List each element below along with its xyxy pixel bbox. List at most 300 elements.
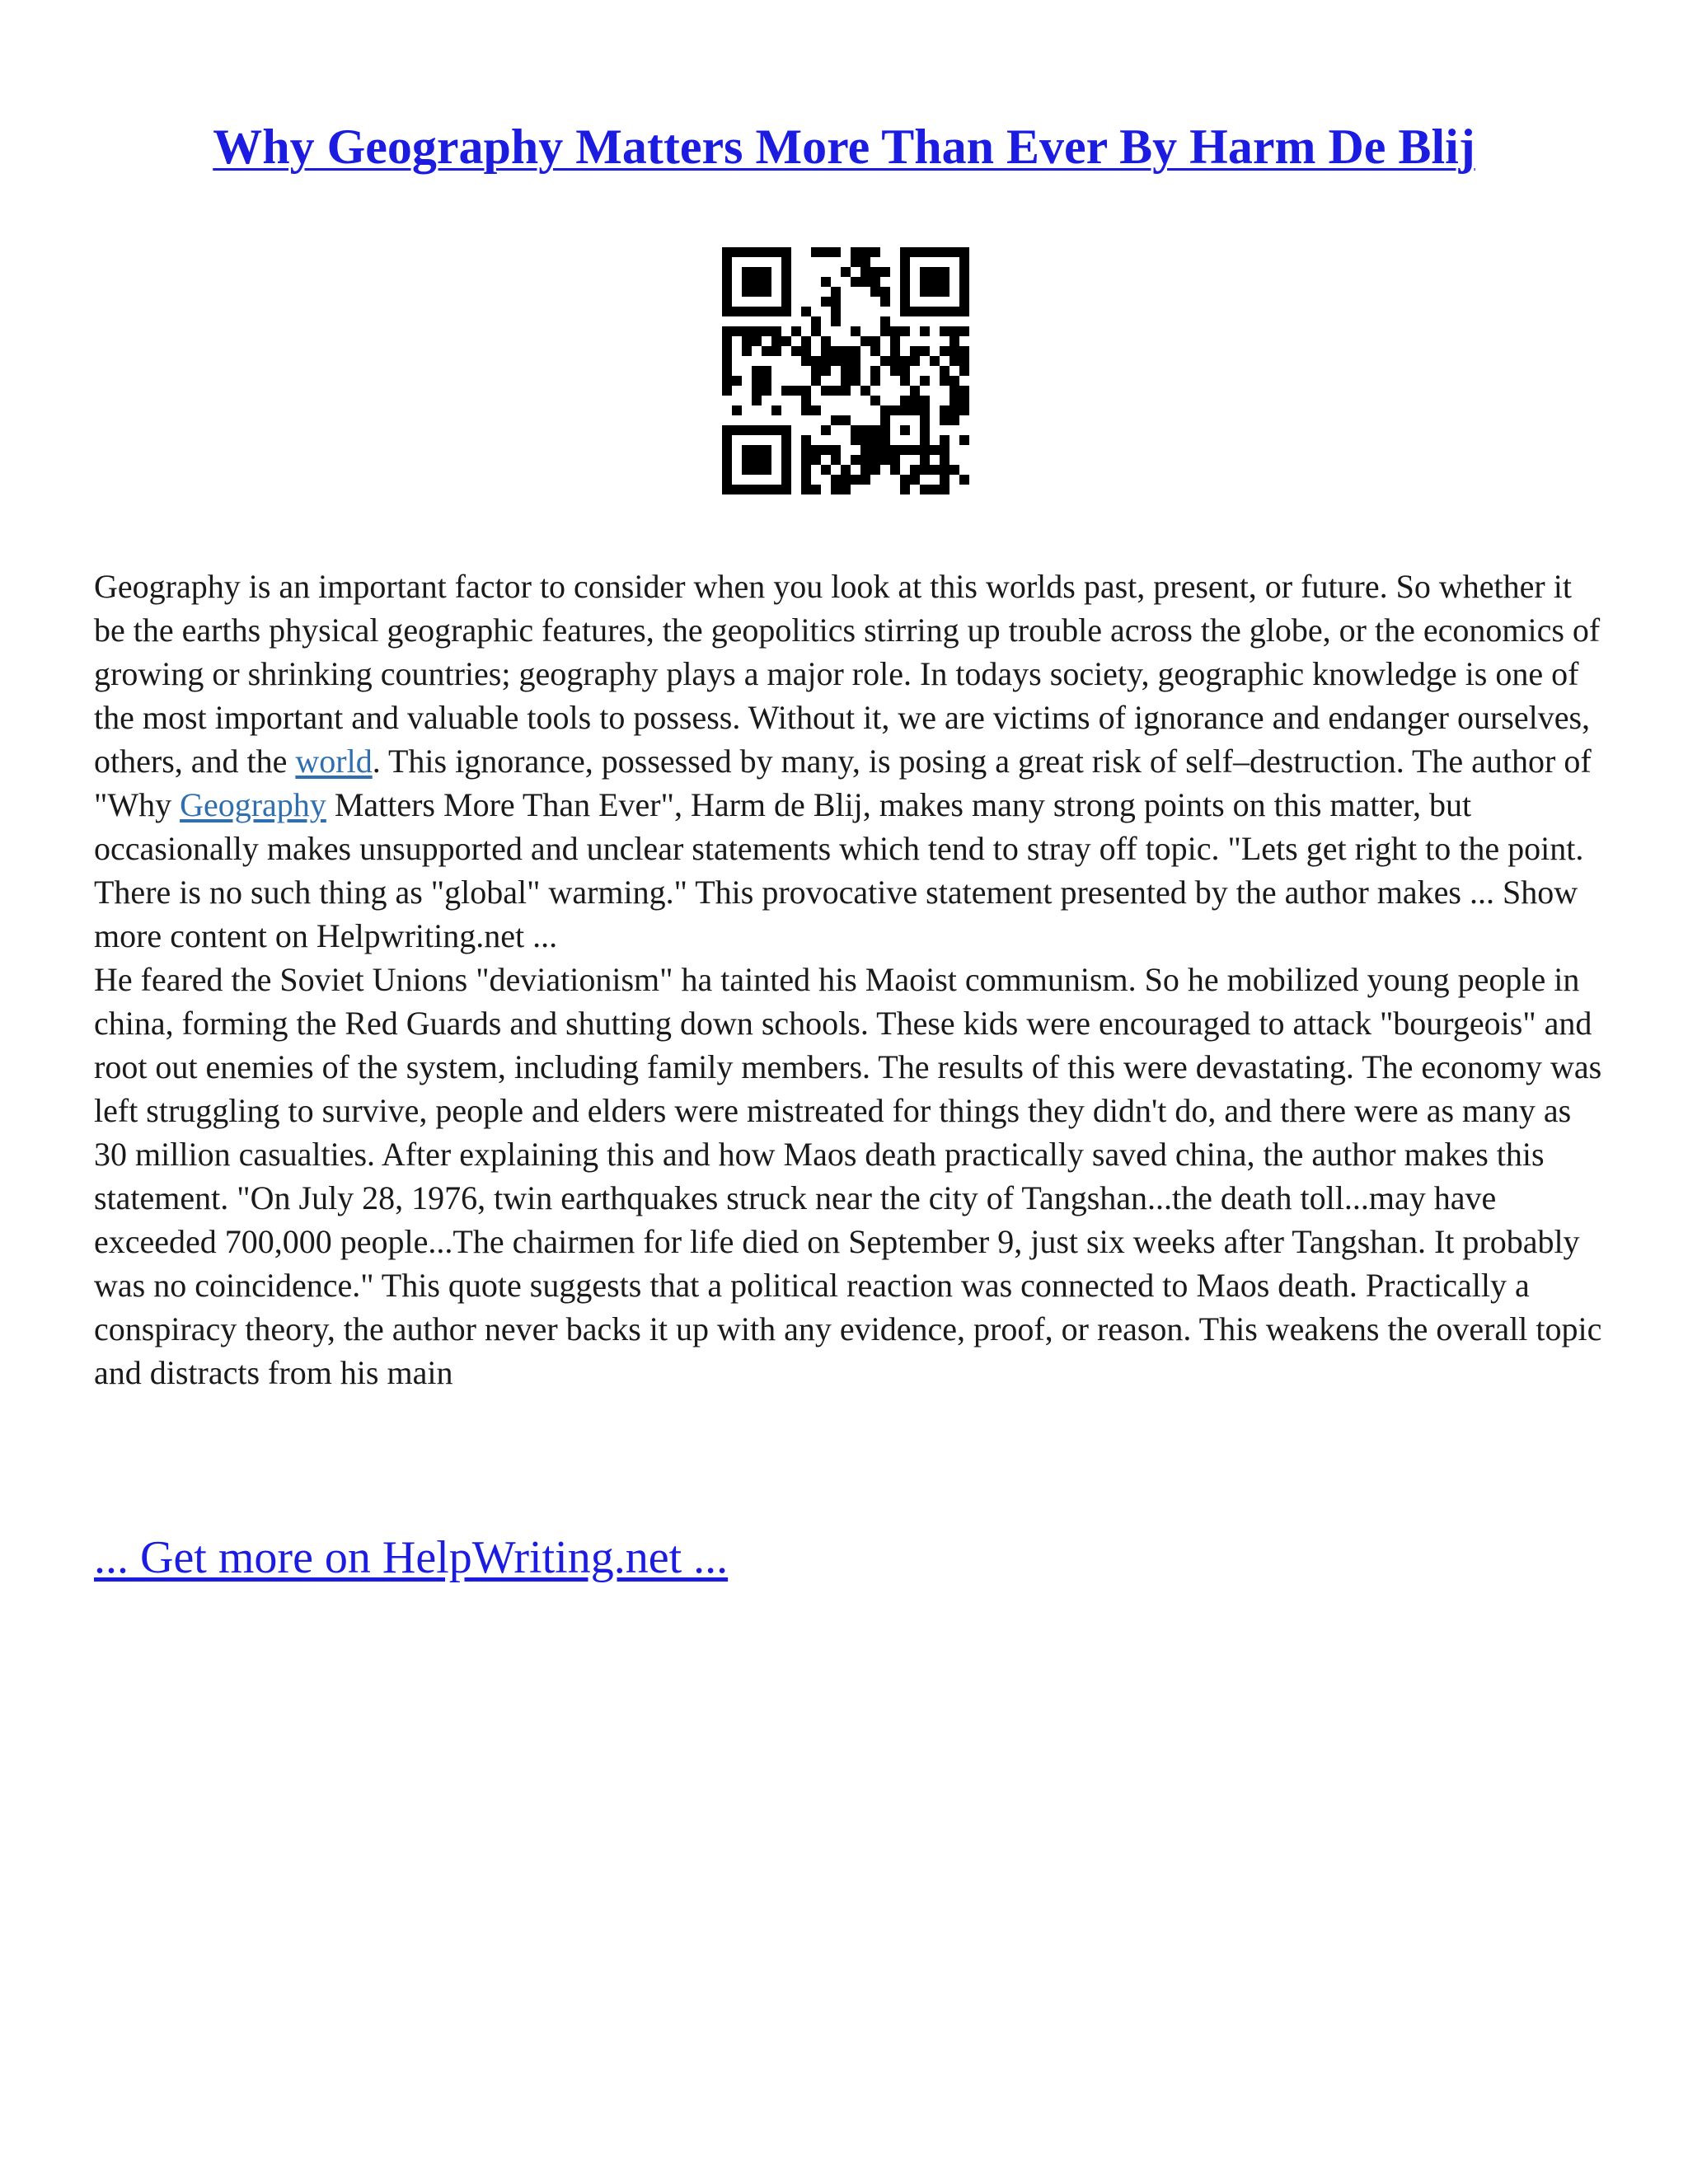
qr-module (722, 386, 732, 396)
qr-module (752, 287, 762, 297)
qr-module (959, 287, 969, 297)
qr-module (880, 356, 890, 366)
qr-module (940, 346, 950, 356)
qr-module (831, 247, 841, 257)
qr-module (742, 445, 752, 455)
qr-module (791, 386, 801, 396)
qr-module (930, 247, 940, 257)
qr-module (851, 277, 860, 287)
qr-module (920, 415, 930, 425)
qr-module (752, 455, 762, 465)
qr-module (801, 356, 811, 366)
qr-module (811, 366, 821, 376)
qr-module (940, 405, 950, 415)
qr-module (732, 485, 742, 494)
qr-module (771, 247, 781, 257)
qr-module (950, 396, 959, 405)
paragraph-1 (94, 565, 1602, 958)
qr-module (959, 435, 969, 445)
qr-module (742, 267, 752, 277)
qr-module (870, 435, 880, 445)
qr-module (940, 475, 950, 485)
qr-module (762, 485, 771, 494)
qr-module (781, 465, 791, 475)
qr-module (722, 435, 732, 445)
qr-module (722, 247, 732, 257)
qr-module (910, 346, 920, 356)
qr-module (771, 326, 781, 336)
qr-module (890, 336, 900, 346)
get-more-paragraph (94, 1529, 728, 1586)
qr-module (831, 297, 841, 307)
qr-module (801, 455, 811, 465)
qr-module (762, 346, 771, 356)
qr-module (722, 455, 732, 465)
qr-module (930, 267, 940, 277)
qr-module (732, 307, 742, 316)
qr-module (752, 445, 762, 455)
qr-module (870, 396, 880, 405)
qr-module (940, 455, 950, 465)
qr-module (890, 405, 900, 415)
qr-module (959, 326, 969, 336)
qr-module (920, 277, 930, 287)
qr-module (959, 366, 969, 376)
qr-module (781, 277, 791, 287)
qr-module (821, 277, 831, 287)
qr-module (762, 455, 771, 465)
qr-module (900, 297, 910, 307)
qr-module (801, 307, 811, 316)
qr-module (940, 267, 950, 277)
qr-module (940, 247, 950, 257)
qr-module (900, 475, 910, 485)
qr-module (930, 445, 940, 455)
qr-module (771, 336, 781, 346)
qr-module (752, 465, 762, 475)
qr-module (781, 386, 791, 396)
qr-module (900, 366, 910, 376)
qr-module (752, 267, 762, 277)
qr-module (762, 267, 771, 277)
qr-module (940, 366, 950, 376)
qr-module (930, 356, 940, 366)
qr-module (920, 326, 930, 336)
qr-module (771, 485, 781, 494)
qr-module (910, 386, 920, 396)
qr-module (722, 287, 732, 297)
qr-module (722, 366, 732, 376)
qr-module (950, 415, 959, 425)
qr-module (762, 307, 771, 316)
qr-module (940, 277, 950, 287)
qr-module (851, 346, 860, 356)
qr-module (722, 356, 732, 366)
qr-module (880, 316, 890, 326)
qr-module (752, 386, 762, 396)
qr-module (831, 415, 841, 425)
qr-module (870, 267, 880, 277)
qr-module (910, 356, 920, 366)
qr-module (870, 277, 880, 287)
qr-code-icon (722, 247, 969, 494)
qr-module (890, 366, 900, 376)
qr-module (851, 326, 860, 336)
qr-module (752, 277, 762, 287)
qr-module (860, 445, 870, 455)
qr-module (752, 247, 762, 257)
qr-module (722, 336, 732, 346)
qr-module (811, 445, 821, 455)
qr-module (900, 307, 910, 316)
qr-module (920, 267, 930, 277)
article-body (94, 565, 1602, 1394)
qr-module (801, 435, 811, 445)
qr-module (811, 247, 821, 257)
qr-module (900, 257, 910, 267)
qr-module (880, 425, 890, 435)
qr-module (722, 445, 732, 455)
qr-code-graphic (722, 247, 969, 494)
qr-module (801, 336, 811, 346)
qr-module (762, 366, 771, 376)
qr-module (950, 356, 959, 366)
qr-module (920, 405, 930, 415)
qr-module (781, 257, 791, 267)
qr-module (890, 346, 900, 356)
qr-module (900, 326, 910, 336)
qr-module (752, 336, 762, 346)
qr-module (722, 425, 732, 435)
qr-module (801, 445, 811, 455)
qr-module (762, 386, 771, 396)
qr-module (940, 326, 950, 336)
qr-module (722, 326, 732, 336)
qr-module (811, 455, 821, 465)
qr-module (870, 425, 880, 435)
qr-module (821, 425, 831, 435)
qr-module (831, 316, 841, 326)
qr-module (851, 475, 860, 485)
qr-module (841, 485, 851, 494)
qr-module (821, 247, 831, 257)
qr-module (752, 396, 762, 405)
qr-module (771, 425, 781, 435)
qr-module (742, 465, 752, 475)
qr-module (860, 386, 870, 396)
qr-module (841, 346, 851, 356)
qr-module (880, 287, 890, 297)
qr-module (920, 247, 930, 257)
qr-module (762, 277, 771, 287)
qr-module (811, 376, 821, 386)
qr-module (900, 247, 910, 257)
qr-module (781, 425, 791, 435)
qr-module (841, 356, 851, 366)
qr-module (781, 307, 791, 316)
qr-module (950, 307, 959, 316)
geography-link[interactable]: Geography (180, 786, 326, 823)
qr-module (900, 405, 910, 415)
qr-module (920, 445, 930, 455)
qr-module (880, 297, 890, 307)
qr-module (841, 415, 851, 425)
qr-module (752, 307, 762, 316)
qr-module (801, 465, 811, 475)
qr-module (910, 475, 920, 485)
qr-module (801, 485, 811, 494)
qr-module (742, 336, 752, 346)
qr-module (950, 465, 959, 475)
qr-module (860, 435, 870, 445)
qr-module (801, 396, 811, 405)
paragraph-1-text-a: Geography is an important factor to consider when you look at this worlds past, present, or future. So whether it be the earths physical geographic features, the geopolitics stirring up trouble across the globe, or the economics of growing or shrinking countries; geography plays a major role. In todays society, geographic knowledge is one of the most important and valuable tools to possess. Without it, we are victims of ignorance and endanger ourselves, others, and the (94, 568, 1601, 780)
qr-module (920, 435, 930, 445)
qr-module (762, 376, 771, 386)
qr-module (940, 445, 950, 455)
qr-module (880, 415, 890, 425)
qr-module (781, 455, 791, 465)
qr-module (870, 465, 880, 475)
qr-module (940, 465, 950, 475)
qr-module (831, 356, 841, 366)
qr-module (742, 307, 752, 316)
qr-module (732, 247, 742, 257)
qr-module (950, 405, 959, 415)
qr-module (920, 455, 930, 465)
qr-module (950, 326, 959, 336)
qr-module (841, 465, 851, 475)
qr-module (870, 287, 880, 297)
qr-module (762, 425, 771, 435)
qr-module (732, 405, 742, 415)
qr-module (920, 485, 930, 494)
qr-module (910, 465, 920, 475)
qr-module (860, 425, 870, 435)
qr-module (771, 346, 781, 356)
qr-module (910, 445, 920, 455)
qr-module (940, 307, 950, 316)
qr-module (860, 277, 870, 287)
qr-module (851, 435, 860, 445)
qr-module (890, 455, 900, 465)
qr-module (831, 445, 841, 455)
qr-module (900, 277, 910, 287)
qr-module (821, 465, 831, 475)
qr-module (860, 465, 870, 475)
paragraph-1-text-b: . This ignorance, possessed by many, is posing a great risk of self–destruction. The author of "Why (94, 743, 1592, 823)
get-more-link[interactable]: ... Get more on HelpWriting.net ... (94, 1532, 729, 1583)
qr-module (860, 475, 870, 485)
qr-module (791, 326, 801, 336)
qr-module (870, 247, 880, 257)
qr-module (831, 346, 841, 356)
qr-module (880, 405, 890, 415)
qr-module (781, 267, 791, 277)
qr-module (762, 287, 771, 297)
qr-module (930, 277, 940, 287)
qr-module (801, 405, 811, 415)
qr-module (821, 386, 831, 396)
qr-module (880, 455, 890, 465)
qr-module (801, 346, 811, 356)
world-link[interactable]: world (295, 743, 373, 780)
qr-module (959, 267, 969, 277)
qr-module (959, 396, 969, 405)
paragraph-1-text-c: Matters More Than Ever", Harm de Blij, makes many strong points on this matter, but occasionally makes unsupported and unclear statements which tend to stray off topic. "Lets get right to the point. There is no such thing as "global" warming." This provocative statement presented by the author makes ... Show more content on Helpwriting.net ... (94, 786, 1584, 954)
qr-module (811, 356, 821, 366)
qr-module (811, 485, 821, 494)
qr-module (880, 267, 890, 277)
qr-module (940, 435, 950, 445)
qr-module (762, 465, 771, 475)
qr-module (851, 425, 860, 435)
qr-module (722, 485, 732, 494)
qr-module (959, 277, 969, 287)
qr-module (940, 485, 950, 494)
qr-module (940, 287, 950, 297)
qr-module (900, 396, 910, 405)
qr-module (801, 386, 811, 396)
qr-module (821, 336, 831, 346)
qr-module (851, 366, 860, 376)
qr-module (959, 356, 969, 366)
qr-module (781, 297, 791, 307)
qr-module (722, 297, 732, 307)
qr-module (900, 425, 910, 435)
qr-module (910, 396, 920, 405)
qr-module (831, 307, 841, 316)
qr-module (851, 247, 860, 257)
qr-module (860, 247, 870, 257)
paragraph-2: He feared the Soviet Unions "deviationism" ha tainted his Maoist communism. So he mobilized young people in china, forming the Red Guards and shutting down schools. These kids were encouraged to attack "bourgeois" and root out enemies of the system, including family members. The results of this were devastating. The economy was left struggling to survive, people and elders were mistreated for things they didn't do, and there were as many as 30 million casualties. After explaining this and how Maos death practically saved china, the author makes this statement. "On July 28, 1976, twin earthquakes struck near the city of Tangshan...the death toll...may have exceeded 700,000 people...The chairmen for life died on September 9, just six weeks after Tangshan. It probably was no coincidence." This quote suggests that a political reaction was connected to Maos death. Practically a conspiracy theory, the author never backs it up with any evidence, proof, or reason. This weakens the overall topic and distracts from his main (94, 961, 1602, 1391)
qr-module (870, 455, 880, 465)
qr-module (930, 485, 940, 494)
qr-module (722, 307, 732, 316)
qr-module (742, 326, 752, 336)
qr-module (950, 346, 959, 356)
qr-module (959, 257, 969, 267)
qr-module (781, 336, 791, 346)
qr-module (880, 445, 890, 455)
title-link[interactable]: Why Geography Matters More Than Ever By Harm De Blij (213, 120, 1475, 174)
qr-module (920, 376, 930, 386)
qr-module (851, 257, 860, 267)
qr-module (732, 376, 742, 386)
qr-module (959, 475, 969, 485)
qr-module (920, 425, 930, 435)
qr-module (811, 316, 821, 326)
qr-module (781, 475, 791, 485)
qr-module (940, 415, 950, 425)
qr-module (831, 455, 841, 465)
qr-module (930, 465, 940, 475)
qr-module (821, 297, 831, 307)
qr-module (781, 485, 791, 494)
qr-module (900, 356, 910, 366)
qr-module (722, 257, 732, 267)
qr-module (959, 386, 969, 396)
qr-module (940, 376, 950, 386)
qr-module (860, 257, 870, 267)
qr-module (841, 366, 851, 376)
qr-module (752, 326, 762, 336)
qr-module (851, 356, 860, 366)
qr-module (722, 465, 732, 475)
qr-module (831, 386, 841, 396)
qr-module (742, 247, 752, 257)
qr-module (851, 455, 860, 465)
qr-module (900, 445, 910, 455)
qr-module (821, 356, 831, 366)
qr-module (950, 376, 959, 386)
qr-module (900, 376, 910, 386)
qr-module (959, 247, 969, 257)
qr-module (870, 366, 880, 376)
document-title (0, 114, 1688, 180)
qr-module (752, 376, 762, 386)
qr-module (890, 465, 900, 475)
qr-module (752, 485, 762, 494)
qr-module (841, 475, 851, 485)
qr-module (870, 336, 880, 346)
qr-module (920, 346, 930, 356)
qr-module (762, 445, 771, 455)
qr-module (900, 267, 910, 277)
qr-module (930, 307, 940, 316)
qr-module (841, 376, 851, 386)
qr-module (950, 336, 959, 346)
qr-module (870, 376, 880, 386)
qr-module (781, 435, 791, 445)
qr-module (910, 307, 920, 316)
qr-module (821, 445, 831, 455)
qr-module (722, 267, 732, 277)
qr-module (880, 435, 890, 445)
qr-module (742, 277, 752, 287)
qr-module (920, 465, 930, 475)
qr-module (831, 485, 841, 494)
qr-module (900, 287, 910, 297)
qr-module (791, 346, 801, 356)
qr-module (910, 247, 920, 257)
qr-module (781, 445, 791, 455)
qr-module (950, 386, 959, 396)
qr-module (821, 366, 831, 376)
qr-module (900, 485, 910, 494)
qr-module (930, 287, 940, 297)
qr-module (880, 326, 890, 336)
qr-module (860, 336, 870, 346)
qr-module (821, 346, 831, 356)
qr-module (801, 475, 811, 485)
qr-module (781, 247, 791, 257)
qr-module (860, 455, 870, 465)
qr-module (742, 346, 752, 356)
qr-module (732, 326, 742, 336)
qr-module (831, 287, 841, 297)
qr-module (811, 405, 821, 415)
qr-module (910, 405, 920, 415)
qr-module (959, 405, 969, 415)
qr-module (722, 475, 732, 485)
qr-module (771, 405, 781, 415)
qr-module (959, 297, 969, 307)
qr-module (860, 267, 870, 277)
qr-module (752, 425, 762, 435)
qr-module (722, 346, 732, 356)
qr-module (950, 247, 959, 257)
